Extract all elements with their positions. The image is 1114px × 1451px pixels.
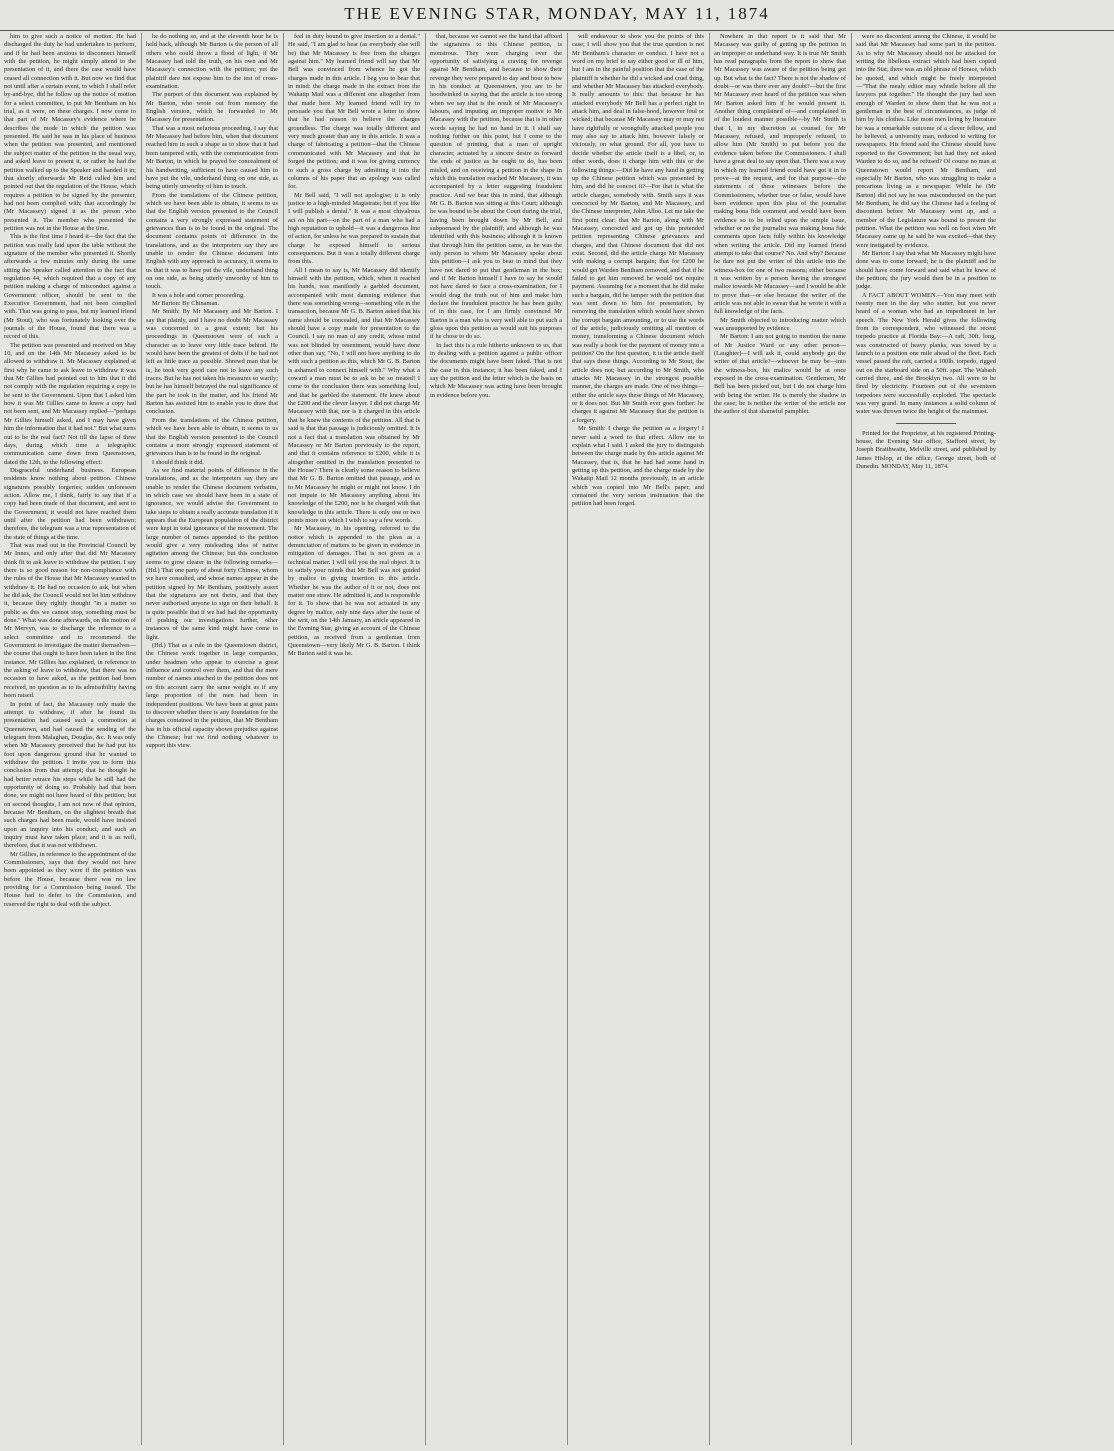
printer-imprint: Printed for the Proprietor, at his registered Printing-house, the Evening Star office, Stafford street, by Joseph Braithwaite, Melville street, and published by James Hislop, at the office, George street, both of Dunedin. MONDAY, May 11, 1874. [856, 429, 996, 470]
article-paragraph: All I mean to say is, Mr Macassey did identify himself with the petition, which, when it reached his hands, was manifestly a garbled document, accompanied with most damning evidence that there was something wrong—something vile in the transaction, because Mr G. B. Barton asked that his name should be concealed, and that Mr Macassey should have a copy made for presentation to the Council. I say no man of any credit, whose mind was not blinded by resentment, would have done other than say, "No, I will not have anything to do with such a petition as this, which Mr G. B. Barton is ashamed to connect himself with." Why what a coward a man must be to ask to be so treated! I come to the conclusion there was something foul, and that he garbled the statement. He knew about the £200 and the clever lawyer. I did not charge Mr Macassey with that, nor is it charged in this article that he knew the contents of the petition. All that is said is that that passage is judiciously omitted. It is not a fact that a translation was obtained by Mr Macassey or Mr Barton previously to the report, and that it contains reference to £200, while it is altogether omitted in the translation presented to the House? There is clearly some reason to believe that Mr G. B. Barton omitted that passage, and as to Mr Macassey he might or might not know. I do not impute to Mr Macassey anything about his knowledge of the £200, nor is he charged with that knowledge in this article. There is only one or two points more on which I wish to say a few words. [288, 266, 420, 524]
column-divider [141, 33, 142, 1445]
article-paragraph: (Hd.) That as a rule in the Queenstown district, the Chinese work together in large companies, under headmen who appear to exercise a great influence and control over them, and that the mere number of names attached to the petition does not on this account carry the same weight as if any large proportion of the men had been in independent positions. We have been at great pains to discover whether there is any foundation for the charges contained in the petition, that Mr Bentham has in his official capacity shown prejudice against the Chinese; but we find nothing whatever to support this view. [146, 642, 278, 750]
column-6 [714, 33, 846, 1445]
section-divider [896, 423, 956, 424]
article-paragraph: Mr Smith: By Mr Macassey and Mr Barton. I say that plainly, and I have no doubt Mr Macassey was concerned to a great extent; but his proceedings in Queenstown were of such a character as to leave very little trace behind. He would have been the greatest of dolts if he had not left as little trace as possible. Shrewd man that he is, he took very good care not to leave any such traces. But he has not taken his measures so warily; but he has himself betrayed the real significance of the part he took in the matter, and his friend Mr Barton has assisted him to enable you to draw that conclusion. [146, 308, 278, 416]
article-paragraph: Disgraceful underhand business. European residents know nothing about petition. Chinese signatures possibly forgeries; sudden unforeseen action. Allow me, I think, fairly to say that if a copy had been made of that document, and sent to the Government, it would not have reached them until after the petition had been withdrawn; therefore, the telegram was a true representation of the state of things at the time. [4, 466, 136, 541]
article-paragraph: Mr Barton: By Chinaman. [152, 300, 220, 307]
article-paragraph: Mr Gillies, in reference to the appointment of the Commissioners, says that they would not have been appointed as they were if the petition was before the House, because there was no law providing for a Commission being issued. The House had to defer to the Commission, and reserved the right to deal with the subject. [4, 850, 136, 908]
column-divider [425, 33, 426, 1445]
article-paragraph: Mr Barton: I say that what Mr Macassey might have done was to come forward; he is the plaintiff and he should have come forward and said what he knew of the petition; the jury would then be in a position to judge. [856, 249, 996, 291]
column-divider [851, 33, 852, 1445]
article-paragraph: I should think it did. [152, 458, 205, 466]
article-paragraph: A FACT ABOUT WOMEN.—You may meet with twenty men in the day who stutter, but you never heard of a woman who had an impediment in her speech. The New York Herald gives the following from its correspondent, who witnessed the recent torpedo practice at Florida Bay:—A raft, 30ft. long, was constructed of heavy planks, was towed by a launch to a position one mile ahead of the fleet. Each vessel passed the raft, carried a 100lb. torpedo, rigged out on the starboard side on a 50ft. spar. The Wabash carried three, and the Brooklyn two. All were to be fired by electricity. Fourteen out of the seventeen torpedoes were successfully exploded. The spectacle was very grand. In many instances a solid column of water was thrown twice the height of the mainmast. [856, 291, 996, 416]
article-paragraph: It was a hole and corner proceeding. [152, 291, 245, 299]
article-paragraph: The petition was presented and received on May 10, and on the 14th Mr Macassey asked to be allowed to withdraw it. Mr Macassey explained at first why he came to ask leave to withdraw it was that Mr Gillies had pointed out to him that it did not comply with the regulation requiring a copy to be sent to the Government. Upon that I asked him how it was Mr Gillies came to know a copy had not been sent, and Mr Macassey replied—"perhaps Mr Gillies himself asked, and I may have given him the information that it had not." But what turns out to be the real fact? Not till the lapse of three days, during which time a telegraphic communication came down from Queenstown, dated the 12th, to the following effect: [4, 341, 136, 466]
masthead-title: THE EVENING STAR, MONDAY, MAY 11, 1874 [344, 4, 770, 23]
article-paragraph: That was read out in the Provincial Council by Mr Innes, and only after that did Mr Macassey think fit to ask leave to withdraw the petition. I say there is so good reason for non-compliance with the rules of the House that Mr Macassey wanted to withdraw it. He had no occasion to ask, but when he did ask, the Council would not let him withdraw it, because they rightly thought "in a matter so public as this we cannot stop, something must be done." What was done afterwards, on the motion of Mr Mervyn, was to discharge the reference to a select committee and to recommend the Government to investigate the matter themselves—the course that ought to have been taken in the first instance. Mr Gillies has explained, in reference to the asking of leave to withdraw, that there was no occasion to have asked, as the petition had been received, no question as to its admissibility having been raised. [4, 541, 136, 700]
column-1 [4, 33, 136, 1445]
column-2 [146, 33, 278, 1445]
article-paragraph: Mr Smith objected to introducing matter which was unsupported by evidence. [714, 316, 846, 333]
article-paragraph: Nowhere in that report is it said that Mr Macassey was guilty of getting up the petition in an improper or underhand way. It is true Mr Smith has read paragraphs from the report to show that Mr Macassey was aware of the petition being got up. But what is the fact? There is not the shadow of doubt—or was there ever any doubt?—but the first Mr Macassey ever heard of the petition was when Mr Barton asked him if he would present it. Another thing complained of—and complained in of the loudest manner possible—by Mr Smith is that I, in my discretion as counsel for Mr Macassey, refused, and improperly refused, to allow him (Mr Smith) to put before you the evidence taken before the Commissioners. I shall have a great deal to say upon that. There was a way in which my learned friend could have got it in to prove—at the request, and for that purpose—the statements of these witnesses before the Commissioners, whether true or false, would have been evidence upon this plea of the journalist making bona fide comment and would have been evidence so to be relied upon the simple issue, whether or no the journalist was making bona fide comments upon facts fully within his knowledge when writing the article. Did my learned friend attempt to take that course? No. And why? Because he dare not put the writer of this article into the witness-box for one of two reasons; either because it was written by a person having the strongest malice towards Mr Macassey—and I would be able to prove that—or else because the writer of the article was not able to swear that he wrote it with a full knowledge of the facts. [714, 33, 846, 316]
article-paragraph: will endeavour to show you the points of this case; I will show you that the true question is not Mr Bentham's character or conduct. I have not a word on my brief to say either good or ill of him, but I am in the painful position that the case of the plaintiff is whether he did a wicked and cruel thing, and whether Mr Macassey has attacked everybody. It really amounts to this: that because he has attacked everybody Mr Bell has a perfect right to attack him, and deal in false-hood, however foul or wicked; that because Mr Macassey may or may not have rightfully or wrongfully attacked people you may also say to attack him, however falsely or viciously, on what ground. For all, you have to decide whether the article itself is a libel, or, in other words, does it charge him with this or the following things:—Did he have any hand in getting up the Chinese petition which was presented by him, and did he concoct it?—For that is what the article charges, somebody with. Smith says it was concocted by Mr Barton, and Mr Macassey, and the Chinese interpreter, John Alloo. Let me take the first point clear: that Mr Barton, along with Mr Macassey, concocted and got up this pretended petition representing Chinese grievances and charges, and that Chinese document that did not exist. Second, did the article charge Mr Macassey with making a corrupt bargain; that for £200 he would get Warden Bentham removed, and that if he failed to get him removed he would not require payment. Assuming for a moment that he did make such a bargain, did he tamper with the petition that was sent down to him for presentation, by removing the translation which would have shown the corrupt bargain amounting, or to use the words of the article, judiciously omitting all mention of money, transforming a Chinese document which was really a book for the payment of money into a petition? On the first question, it is the article itself that says these things. According to Mr Stout, the article does not; but according to Mr Smith, who attacks Mr Macassey in the strongest possible manner, the charges are made. One of two things—either the article says these things of Mr Macassey, or it does not. But Mr Smith ever goes further: he charges it against Mr Macassey that the petition is a forgery. [572, 33, 704, 424]
article-paragraph: The purport of this document was explained by Mr Barton, who wrote out from memory the English version, which he forwarded to Mr Macassey for presentation. [146, 91, 278, 124]
article-paragraph: In fact this is a rule hitherto unknown to us, that in dealing with a petition against a public officer the documents might have been faked. That is not the case in this instance; it has been faked, and I say the petition and the letter which is the basis on which Mr Macassey was acting have been brought in evidence before you. [430, 341, 562, 399]
article-paragraph: As we find material points of difference in the translations, and as the interpreters say they are unable to render the Chinese document verbatim, in which case we should have been in a state of ignorance, we would advise the Government to take steps to obtain a really accurate translation if it appears that the European population of the district were kept in total ignorance of the movement. The large number of names appended to the petition would give a very misleading idea of native agitation among the Chinese; but this conclusion seems to grow clearer in the following remarks—(Hd.) That one party of about forty Chinese, whom we have consulted, and whose names appear in the petition signed by Mr Bentham, positively assert that the signatures are not theirs, and that they never authorised anyone to sign on their behalf. It is quite possible that if we had had the opportunity of pushing our investigations further, other instances of the same kind might have come to light. [146, 466, 278, 641]
column-4 [430, 33, 562, 1445]
article-paragraph: him to give such a notice of motion. He had discharged the duty he had undertaken to perform, and if he had been anxious to disconnect himself with the petition, he might simply attend to the presentation of it, and there the case would have ceased all connection with it. But now we find that not until after a certain event, to which I shall refer by-and-bye, did he follow up the notice of motion for a select committee, to put Mr Bentham on his trial, as it were, on these charges. I now come to that part of Mr Macassey's evidence where he describes the mode in which the petition was presented. He said he was in his place of business when the petition was presented, and mentioned the subject matter of the petition in the usual way, and asked leave to present it, or rather he had the petition walked up to the Speaker and handed it in; that shortly afterwards Mr Reid called him and pointed out that the regulation of the House, which requires a petition to be signed by the presenter, had not been complied with; that accordingly he (Mr Macassey) signed it as the person who presented it. The member who presented the petition was not in the House at the time. [4, 33, 136, 232]
column-divider [709, 33, 710, 1445]
article-paragraph: feel in duty bound to give insertion to a denial." He said, "I am glad to hear (as everybody else will be) that Mr Macassey is free from the charges against him." My learned friend will say that Mr Bell was convinced from whence he got the charges made in this article. I beg you to bear that in mind: the charge made in the extract from the Wakatip Mail was a different one altogether from that made here. My learned friend will try to persuade you that Mr Bell wrote a letter to show that he had reason to believe the charges groundless. The charge was totally different and very much greater than any in this article. It was a charge of fabricating a petition—that the Chinese communicated with Mr Macassey and that he forged the petition; and it was for giving currency to such a gross charge by admitting it into the columns of his paper that an apology was called for. [288, 33, 420, 191]
column-divider [283, 33, 284, 1445]
article-paragraph: were no discontent among the Chinese, it would be said that Mr Macassey had some part in the petition. As to why Mr Macassey should not be attacked for writing the libellous extract which had been copied into the Star, there was an old phrase of Horace, which he quoted, and which might be freely interpreted—"That the mealy editor may whistle before all the lawyers put together." He thought the jury had seen enough of Warden to show them that he was not a gentleman in the best of circumstances, as judge of him by his clothes. Like most men living by literature he was a remarkable outcome of a clever fellow, and he believed, a university man, reduced to writing for newspapers. His friend said the Chinese should have reported to the Government; but had they not asked Warden to do so, and he refused? Of course no man at Queenstown would report Mr Bentham, and especially Mr Barton, who was struggling to make a precarious living as a newspaper. While he (Mr Barton) did not say he was misconducted on the part Mr Bentham, he did say the Chinese had a feeling of discontent before Mr Macassey went up, and a member of the Legislature was bound to present the petition. What the petition was well on foot when Mr Macassey came up he said he was excited—that they were instigated by evidence. [856, 33, 996, 249]
article-paragraph: that, because we cannot see the hand that affixed the signatures to this Chinese petition, is monstrous. They were charging over the opportunity of satisfying a craving for revenge against Mr Bentham, and because to show their revenge they were prepared to day and hour to bow in his conduct at Queenstown, you are to be hoodwinked in saying that the article is too strong when we say that is the result of Mr Macassey's labours, and imputing an improper motive to Mr Macassey with the petition, because that is in other words saying he had no hand in it. I shall say nothing further on this point, but I come to the question of printing, that a man of upright character, actuated by a sincere desire to forward the ends of justice as he ought to do, has been misled, and on receiving a petition in the shape in which this translation reached Mr Macassey, it was accompanied by a letter suggesting fraudulent practice. And we bear this in mind, that although Mr G. B. Barton was sitting at this Court; although he was bound to be about the Court during the trial, having been brought down by Mr Bell, and subpoenaed by the plaintiff; and although he was identified with this business; although it is known that through him the petition came, as he was the only person to whom Mr Macassey spoke about this petition—I ask you to bear in mind that they have not dared to put that gentleman in the box; and if Mr Barton himself I have to say he would not have dared to face a cross-examination, for I would drag the truth out of him and make him declare the fraudulent practice he has been guilty of in this case, for I am firmly convinced Mr Barton is a man who is very well able to put such a gloss upon this petition as would suit his purposes if he chose to do so. [430, 33, 562, 341]
article-paragraph: Mr Barton: I am not going to mention the name of Mr Justice Ward or any other person—(Laughter)—I will ask it, could anybody get the writer of that article?—whoever he may be—into the witness-box, his malice would be at once exposed in the cross-examination. Gentlemen, Mr Bell has been picked out, but I do not charge him with being the writer. He is merely the shadow in the case; he is neither the writer of the article nor the author of that shameful pamphlet. [714, 333, 846, 416]
article-paragraph: This is the first time I heard it—the fact that the petition was really laid upon the table without the signature of the member who presented it. Shortly afterwards a few minutes only during the same sitting the Speaker called attention to the fact that regulation 44, which required that a copy of any petition making a charge of misconduct against a Government officer, should be sent to the Executive Government, had not been complied with. That was going to pass, but my learned friend (Mr Stout), who was fortunately looking over the journals of the House, found that there was a record of this. [4, 233, 136, 341]
article-columns [4, 33, 1110, 1445]
article-paragraph: Mr Smith: I charge the petition as a forgery! I never said a word to that effect. Allow me to explain what I said. I asked the jury to distinguish between the charge made by this article against Mr Macassey, that is, that he had had some hand in getting up this petition, and the charge made by the Wakatip Mail 12 months previously, in an article which was copied into Mr Bell's paper, and contained the very serious insinuation that the petition had been forged. [572, 425, 704, 508]
article-paragraph: Mr Macassey, in his opening, referred to the notice which is appended to the pleas as a denunciation of matters to be given in evidence in mitigation of damages. That is not given as a technical matter. I will tell you the real object. It is to satisfy your minds that Mr Bell was not guided by malice in giving insertion to this article. Whether he was the author of it or not, does not matter one straw. He admitted it, and is responsible for it. To show that he was not actuated in any degree by malice, only nine days after the issue of the writ, on the 14th January, an article appeared in the Evening Star, giving an account of the Chinese petition, as received from a gentleman from Queenstown—very likely Mr G. B. Barton. I think Mr Barton said it was he. [288, 525, 420, 658]
column-7 [856, 33, 996, 1445]
article-paragraph: From the translations of the Chinese petition, which we have been able to obtain, it seems to us that the English version presented to the Council contains a more strongly expressed statement of grievances than is to be found in the original. [146, 416, 278, 458]
article-paragraph: From the translations of the Chinese petition, which we have been able to obtain, it seems to us that the English version presented to the Council contains a very strongly expressed statement of grievances than is to be found in the original. The document contains points of difference in the translations, and as the interpreters say they are unable to render the Chinese document into English with any approach to accuracy, it seems to us that it was to have put the vile, underhand thing on one side, as being utterly unworthy of him to touch. [146, 191, 278, 291]
article-paragraph: Mr Bell said, "I will not apologise; it is only justice to a high-minded Magistrate; but if you like I will publish a denial." It was a most chivalrous act on his part—on the part of a man who had a high reputation to uphold—it was a dangerous line of action, for unless he was prepared to sustain that charge he exposed himself to serious consequences. But it was a totally different charge from this. [288, 191, 420, 266]
column-3 [288, 33, 420, 1445]
column-divider [567, 33, 568, 1445]
article-paragraph: he do nothing so, and at the eleventh hour he is held back, although Mr Barton is the person of all others who could throw a flood of light, if Mr Macassey had told the truth, on his own and Mr Macassey's connection with the petition; yet the plaintiff dare not expose him to the test of cross-examination. [146, 33, 278, 91]
article-paragraph: That was a most nefarious proceeding. I say that Mr Macassey had before him, when that document reached him in such a shape as to show that it had been tampered with, with the communication from Mr Barton, in which he prayed for concealment of his handwriting, sufficient to have caused him to have put the vile, underhand thing on one side, as being utterly unworthy of him to touch. [146, 124, 278, 191]
masthead [0, 0, 1114, 31]
column-5 [572, 33, 704, 1445]
article-paragraph: In point of fact, the Macassey only made the attempt to withdraw, if after he found its presentation had caused such a commotion at Queenstown, and had caused the sending of the telegram from Malaghan, Douglas, &c. It was only when Mr Macassey perceived that he had put his foot upon dangerous ground that he wanted to withdraw the petition. I invite you to form this conclusion from that attempt; that he thought he had better retrace his steps while he still had the opportunity of doing so. Probably had that been done, we might not have heard of this petition; but on second thoughts, I am not now of that opinion, because Mr Bentham, on the slightest breath that such charges had been made, would have insisted upon an inquiry into his conduct, and such an inquiry must have taken place; and it is as well, therefore, that it was not withdrawn. [4, 700, 136, 850]
